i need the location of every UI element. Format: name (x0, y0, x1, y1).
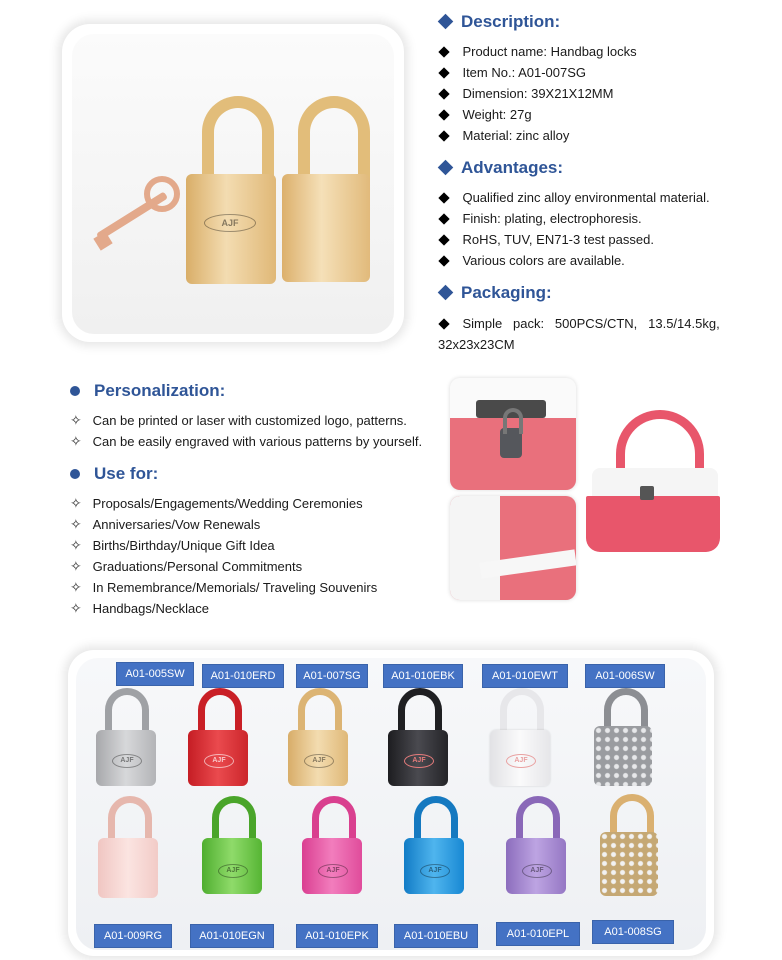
list-item: Weight: 27g (440, 107, 637, 128)
diamond-bullet-icon (438, 213, 449, 224)
logo-mark: AJF (204, 214, 256, 232)
list-item: ✧ Can be printed or laser with customized logo, patterns. (70, 412, 407, 428)
description-heading: Description: (440, 12, 560, 32)
padlock-white-icon (490, 730, 550, 786)
padlock-gold-icon (288, 730, 348, 786)
variant-tag: A01-010EGN (190, 924, 274, 948)
list-item: ✧ Handbags/Necklace (70, 600, 209, 616)
diamond-bullet-icon (438, 192, 449, 203)
personalization-list (70, 412, 422, 454)
logo-mark: AJF (506, 754, 536, 768)
logo-mark: AJF (404, 754, 434, 768)
main-product-photo (62, 24, 404, 342)
variant-tag: A01-006SW (585, 664, 665, 688)
variant-tag: A01-010EPK (296, 924, 378, 948)
list-item: ✧ Anniversaries/Vow Renewals (70, 516, 261, 532)
packaging-line-1: Simple pack: 500PCS/CTN, 13.5/14.5kg, (440, 316, 720, 331)
list-item: ✧ Births/Birthday/Unique Gift Idea (70, 537, 275, 553)
padlock-black-icon (388, 730, 448, 786)
dot-icon (70, 386, 80, 396)
diamond-bullet-icon (438, 130, 449, 141)
list-item: Product name: Handbag locks (440, 44, 637, 65)
use-for-list (70, 495, 377, 621)
handbag-photo (582, 390, 722, 590)
diamond-icon (438, 160, 454, 176)
padlock-gold-icon (186, 174, 276, 284)
padlock-silver-icon (96, 730, 156, 786)
list-item: Material: zinc alloy (440, 128, 637, 149)
list-item: ✧ In Remembrance/Memorials/ Traveling Souvenirs (70, 579, 378, 595)
description-list (440, 44, 637, 149)
list-item: Finish: plating, electrophoresis. (440, 211, 710, 232)
diamond-bullet-icon (438, 88, 449, 99)
star-outline-icon: ✧ (70, 600, 82, 616)
variant-tag: A01-009RG (94, 924, 172, 948)
padlock-rosegold-icon (98, 838, 158, 898)
star-outline-icon: ✧ (70, 495, 82, 511)
bag-closeup-lock-photo (450, 378, 576, 490)
diamond-bullet-icon (438, 109, 449, 120)
logo-mark: AJF (204, 754, 234, 768)
variant-tag: A01-010EWT (482, 664, 568, 688)
diamond-bullet-icon (438, 318, 449, 329)
diamond-icon (438, 14, 454, 30)
advantages-list (440, 190, 710, 274)
logo-mark: AJF (112, 754, 142, 768)
star-outline-icon: ✧ (70, 412, 82, 428)
list-item: Qualified zinc alloy environmental material. (440, 190, 710, 211)
variant-tag: A01-010ERD (202, 664, 284, 688)
diamond-icon (438, 285, 454, 301)
list-item: Dimension: 39X21X12MM (440, 86, 637, 107)
padlock-rhinestone-icon (600, 832, 658, 896)
diamond-bullet-icon (438, 234, 449, 245)
diamond-bullet-icon (438, 46, 449, 57)
padlock-pink-icon (302, 838, 362, 894)
list-item: Item No.: A01-007SG (440, 65, 637, 86)
variant-tag: A01-005SW (116, 662, 194, 686)
star-outline-icon: ✧ (70, 516, 82, 532)
logo-mark: AJF (522, 864, 552, 878)
list-item: ✧ Proposals/Engagements/Wedding Ceremonies (70, 495, 363, 511)
personalization-heading: Personalization: (70, 381, 225, 401)
padlock-gold-icon (282, 174, 370, 282)
padlock-blue-icon (404, 838, 464, 894)
logo-mark: AJF (304, 754, 334, 768)
variant-tag: A01-007SG (296, 664, 368, 688)
dot-icon (70, 469, 80, 479)
list-item: RoHS, TUV, EN71-3 test passed. (440, 232, 710, 253)
advantages-heading: Advantages: (440, 158, 563, 178)
star-outline-icon: ✧ (70, 433, 82, 449)
star-outline-icon: ✧ (70, 579, 82, 595)
logo-mark: AJF (318, 864, 348, 878)
packaging-line-2: 32x23x23CM (438, 337, 515, 352)
star-outline-icon: ✧ (70, 537, 82, 553)
logo-mark: AJF (218, 864, 248, 878)
star-outline-icon: ✧ (70, 558, 82, 574)
padlock-purple-icon (506, 838, 566, 894)
list-item: Various colors are available. (440, 253, 710, 274)
diamond-bullet-icon (438, 67, 449, 78)
logo-mark: AJF (420, 864, 450, 878)
use-for-heading: Use for: (70, 464, 158, 484)
variant-tag: A01-010EBU (394, 924, 478, 948)
diamond-bullet-icon (438, 255, 449, 266)
padlock-rhinestone-icon (594, 726, 652, 786)
packaging-heading: Packaging: (440, 283, 552, 303)
variant-tag: A01-008SG (592, 920, 674, 944)
variant-tag: A01-010EBK (383, 664, 463, 688)
list-item: ✧ Can be easily engraved with various patterns by yourself. (70, 433, 423, 449)
variant-tag: A01-010EPL (496, 922, 580, 946)
key-icon (82, 164, 192, 264)
padlock-red-icon (188, 730, 248, 786)
bag-closeup-strap-photo (450, 496, 576, 600)
padlock-green-icon (202, 838, 262, 894)
list-item: ✧ Graduations/Personal Commitments (70, 558, 303, 574)
